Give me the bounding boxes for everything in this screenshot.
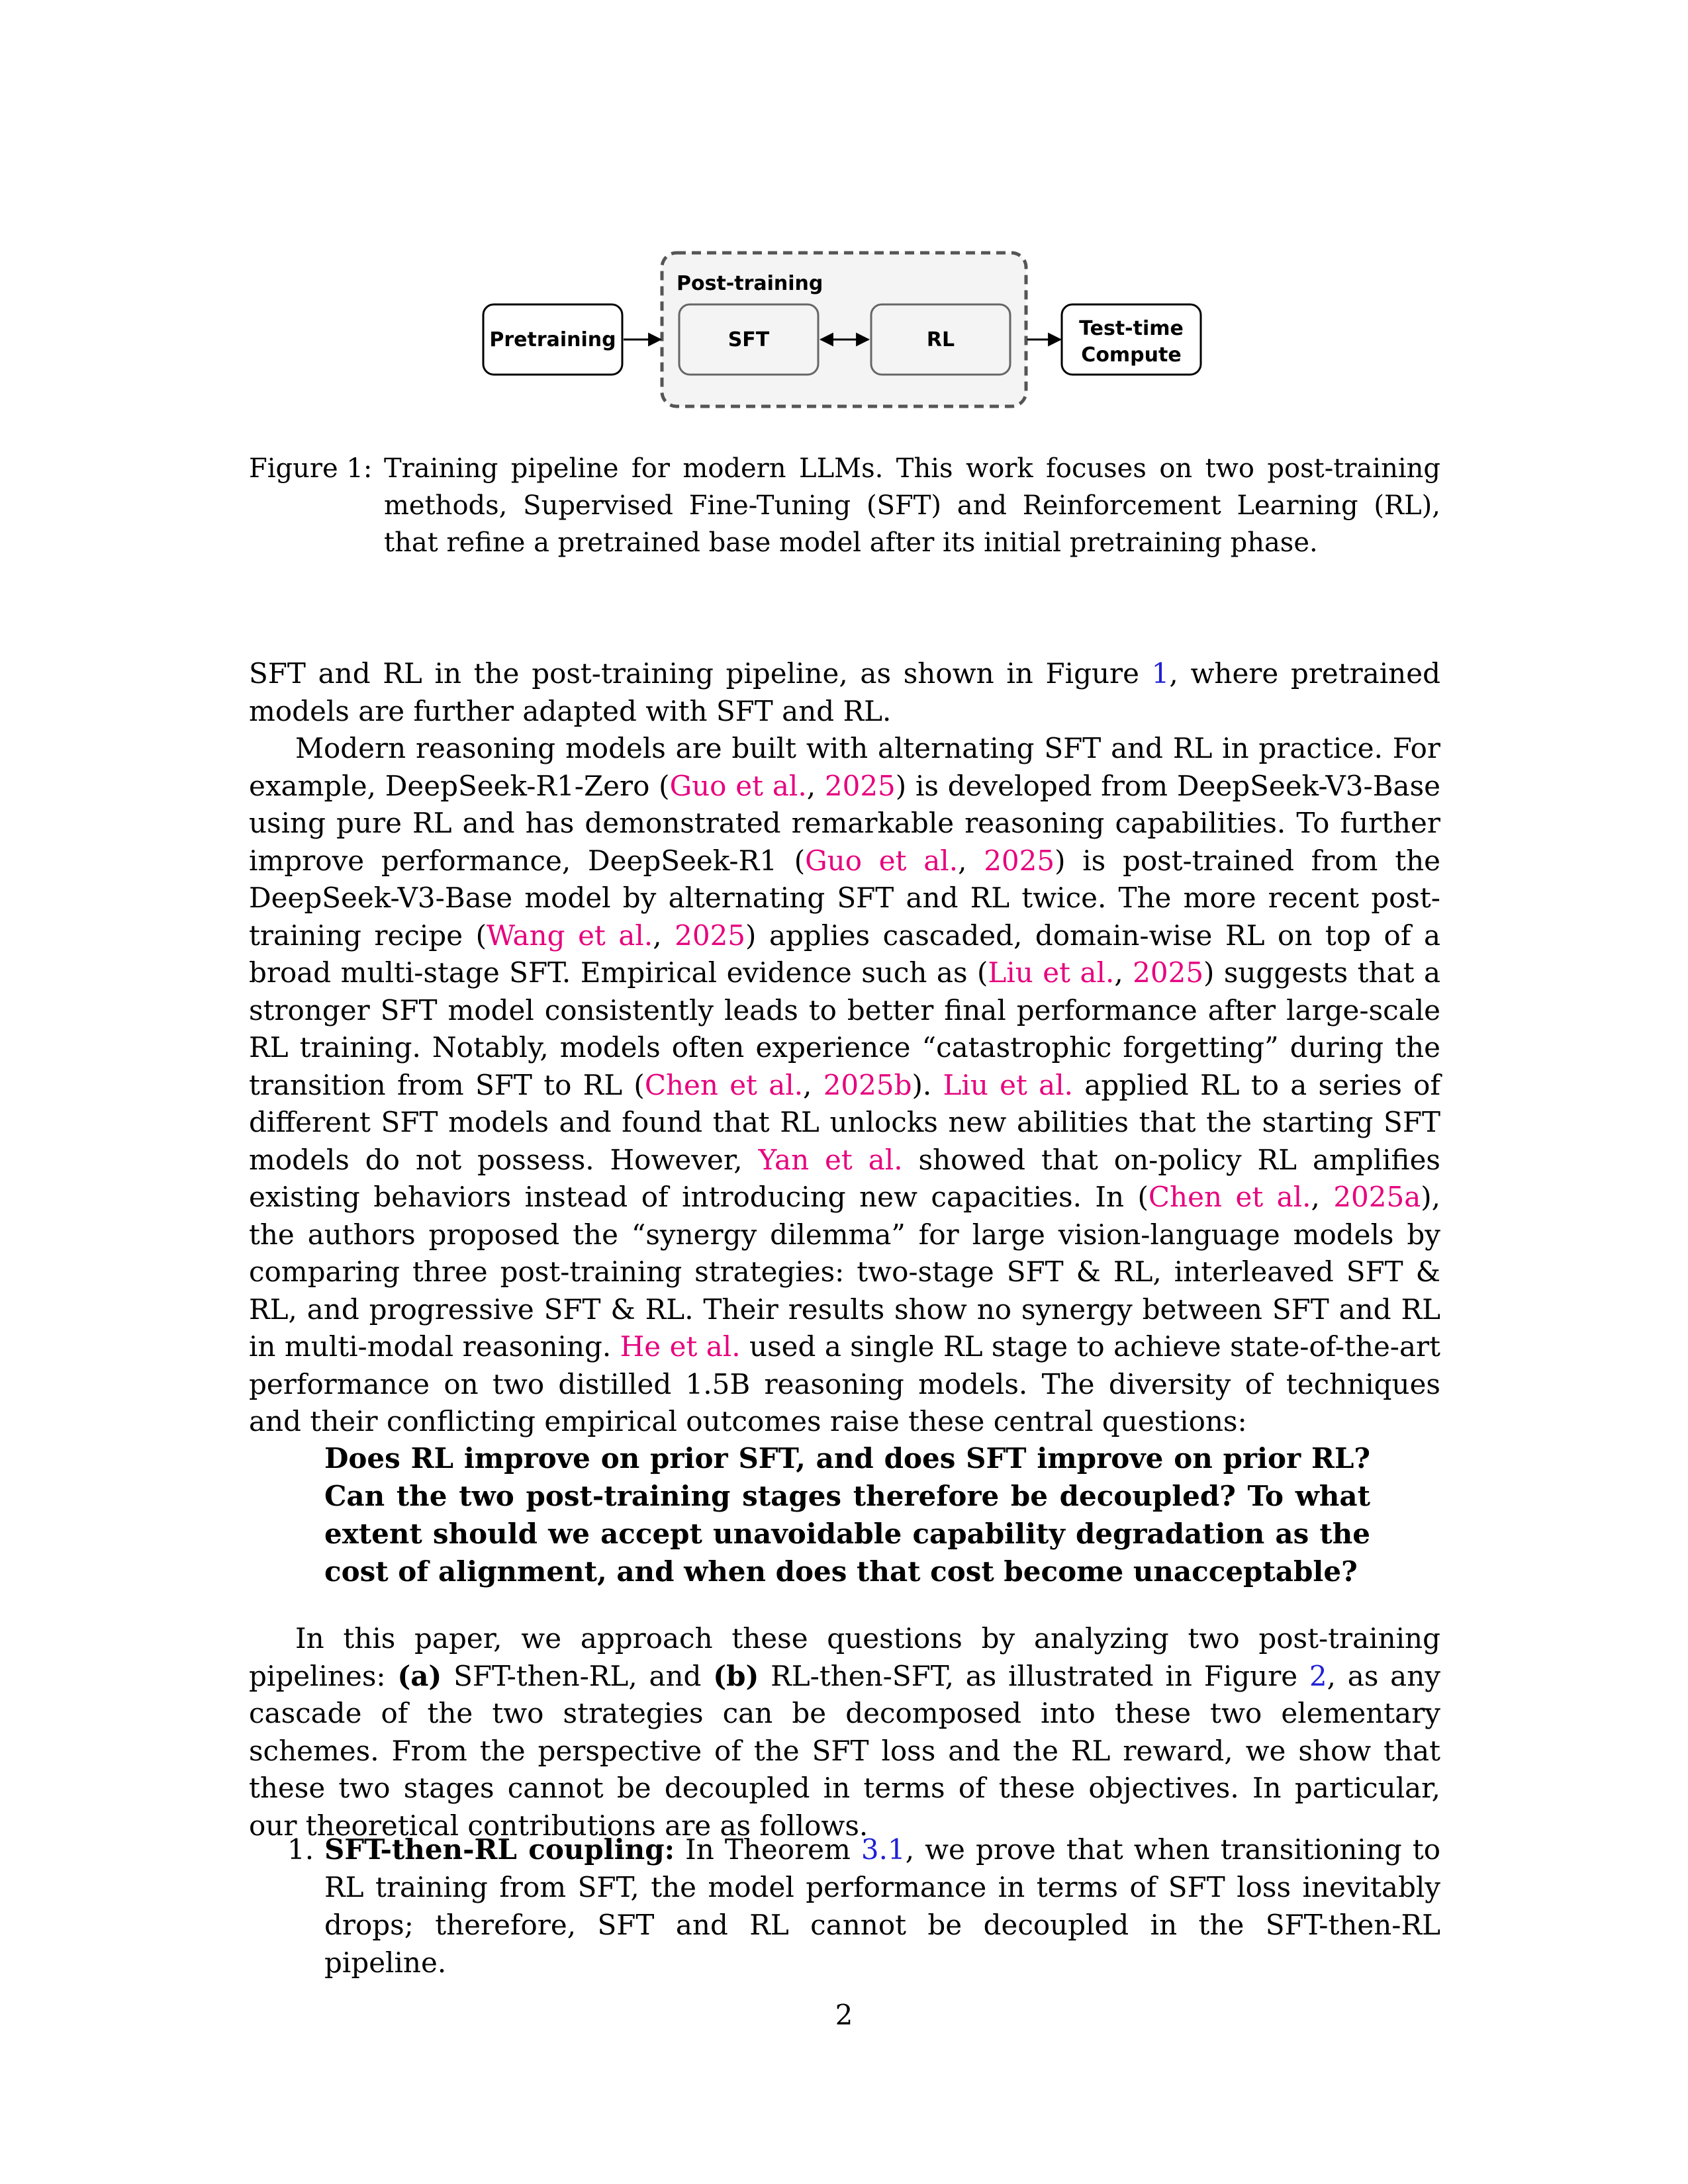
citation-liu-year[interactable]: 2025 [1133, 956, 1204, 989]
figure-2-ref-link[interactable]: 2 [1309, 1659, 1327, 1692]
theorem-ref-link[interactable]: 3.1 [861, 1833, 906, 1866]
paragraph-2: Modern reasoning models are built with alternating SFT and RL in practice. For example, DeepSeek-R1-Zero (Guo et al., 2025) is developed from DeepSeek-V3-Base using pure RL and has demonstrated remarkable reasoning capabilities. To further improve performance, DeepSeek-R1 (Guo et al., 2025) is post-trained from the DeepSeek-V3-Base model by alternating SFT and RL twice. The more recent post-training recipe (Wang et al., 2025) applies cascaded, domain-wise RL on top of a broad multi-stage SFT. Empirical evidence such as (Liu et al., 2025) suggests that a stronger SFT model consistently leads to better final performance after large-scale RL training. Notably, models often experience “catastrophic forgetting” during the transition from SFT to RL (Chen et al., 2025b). Liu et al. applied RL to a series of different SFT models and found that RL unlocks new abilities that the starting SFT models do not possess. However, Yan et al. showed that on-policy RL amplifies existing behaviors instead of introducing new capacities. In (Chen et al., 2025a), the authors proposed the “synergy dilemma” for large vision-language models by comparing three post-training strategies: two-stage SFT & RL, interleaved SFT & RL, and progressive SFT & RL. Their results show no synergy between SFT and RL in multi-modal reasoning. He et al. used a single RL stage to achieve state-of-the-art performance on two distilled 1.5B reasoning models. The diversity of techniques and their conflicting empirical outcomes raise these central questions: [249, 732, 1441, 1437]
citation-wang[interactable]: Wang et al. [487, 919, 653, 952]
citation-chen-a-year[interactable]: 2025a [1333, 1181, 1421, 1213]
citation-guo-1[interactable]: Guo et al. [669, 769, 807, 802]
citation-liu[interactable]: Liu et al. [988, 956, 1115, 989]
citation-guo-year-1[interactable]: 2025 [824, 769, 896, 802]
paragraph-1: SFT and RL in the post-training pipeline, as shown in Figure 1, where pretrained models are further adapted with SFT and RL. [249, 657, 1440, 727]
page-number: 2 [835, 1999, 853, 2031]
citation-liu-2[interactable]: Liu et al. [943, 1068, 1073, 1101]
citation-chen-a[interactable]: Chen et al. [1148, 1181, 1311, 1213]
contribution-list-item: 1. SFT-then-RL coupling: In Theorem 3.1, we prove that when transitioning to RL training from SFT, the model performance in terms of SFT loss inevitably drops; therefore, SFT and RL cannot be decoupled in the SFT-then-RL pipeline. [249, 1831, 1440, 1981]
test-time-label-line1: Test-time [1079, 317, 1184, 340]
list-number: 1. [287, 1833, 314, 1866]
sft-label: SFT [727, 328, 770, 351]
figure-1-ref-link[interactable]: 1 [1151, 657, 1170, 690]
training-pipeline-diagram [477, 245, 1218, 417]
caption-text: Training pipeline for modern LLMs. This work focuses on two post-training methods, Supervised Fine-Tuning (SFT) and Reinforcement Learning (RL), that refine a pretrained base model after its initial pretraining phase. [384, 453, 1440, 558]
citation-guo-year-2[interactable]: 2025 [984, 844, 1055, 877]
citation-yan[interactable]: Yan et al. [758, 1143, 903, 1176]
list-item-label: SFT-then-RL coupling: [324, 1833, 675, 1866]
figure-1-caption [249, 450, 1440, 561]
paragraph-3: In this paper, we approach these questions by analyzing two post-training pipelines: (a) SFT-then-RL, and (b) RL-then-SFT, as illustrated in Figure 2, as any cascade of the two strategies can be decomposed into these two elementary schemes. From the perspective of the SFT loss and the RL reward, we show that these two stages cannot be decoupled in terms of these objectives. In particular, our theoretical contributions are as follows. [249, 1622, 1440, 1842]
citation-guo-2[interactable]: Guo et al. [805, 844, 959, 877]
citation-wang-year[interactable]: 2025 [675, 919, 746, 952]
caption-label: Figure 1: [249, 453, 373, 484]
post-training-label: Post-training [677, 272, 823, 295]
rl-label: RL [926, 328, 955, 351]
pretraining-label: Pretraining [489, 328, 616, 351]
citation-he[interactable]: He et al. [620, 1330, 741, 1363]
citation-chen-b-year[interactable]: 2025b [823, 1068, 912, 1101]
test-time-label-line2: Compute [1081, 343, 1182, 367]
central-questions: Does RL improve on prior SFT, and does SFT improve on prior RL? Can the two post-training stages therefore be decoupled? To what extent should we accept unavoidable capability degradation as the cost of alignment, and when does that cost become unacceptable? [324, 1442, 1370, 1588]
citation-chen-b[interactable]: Chen et al. [644, 1068, 804, 1101]
